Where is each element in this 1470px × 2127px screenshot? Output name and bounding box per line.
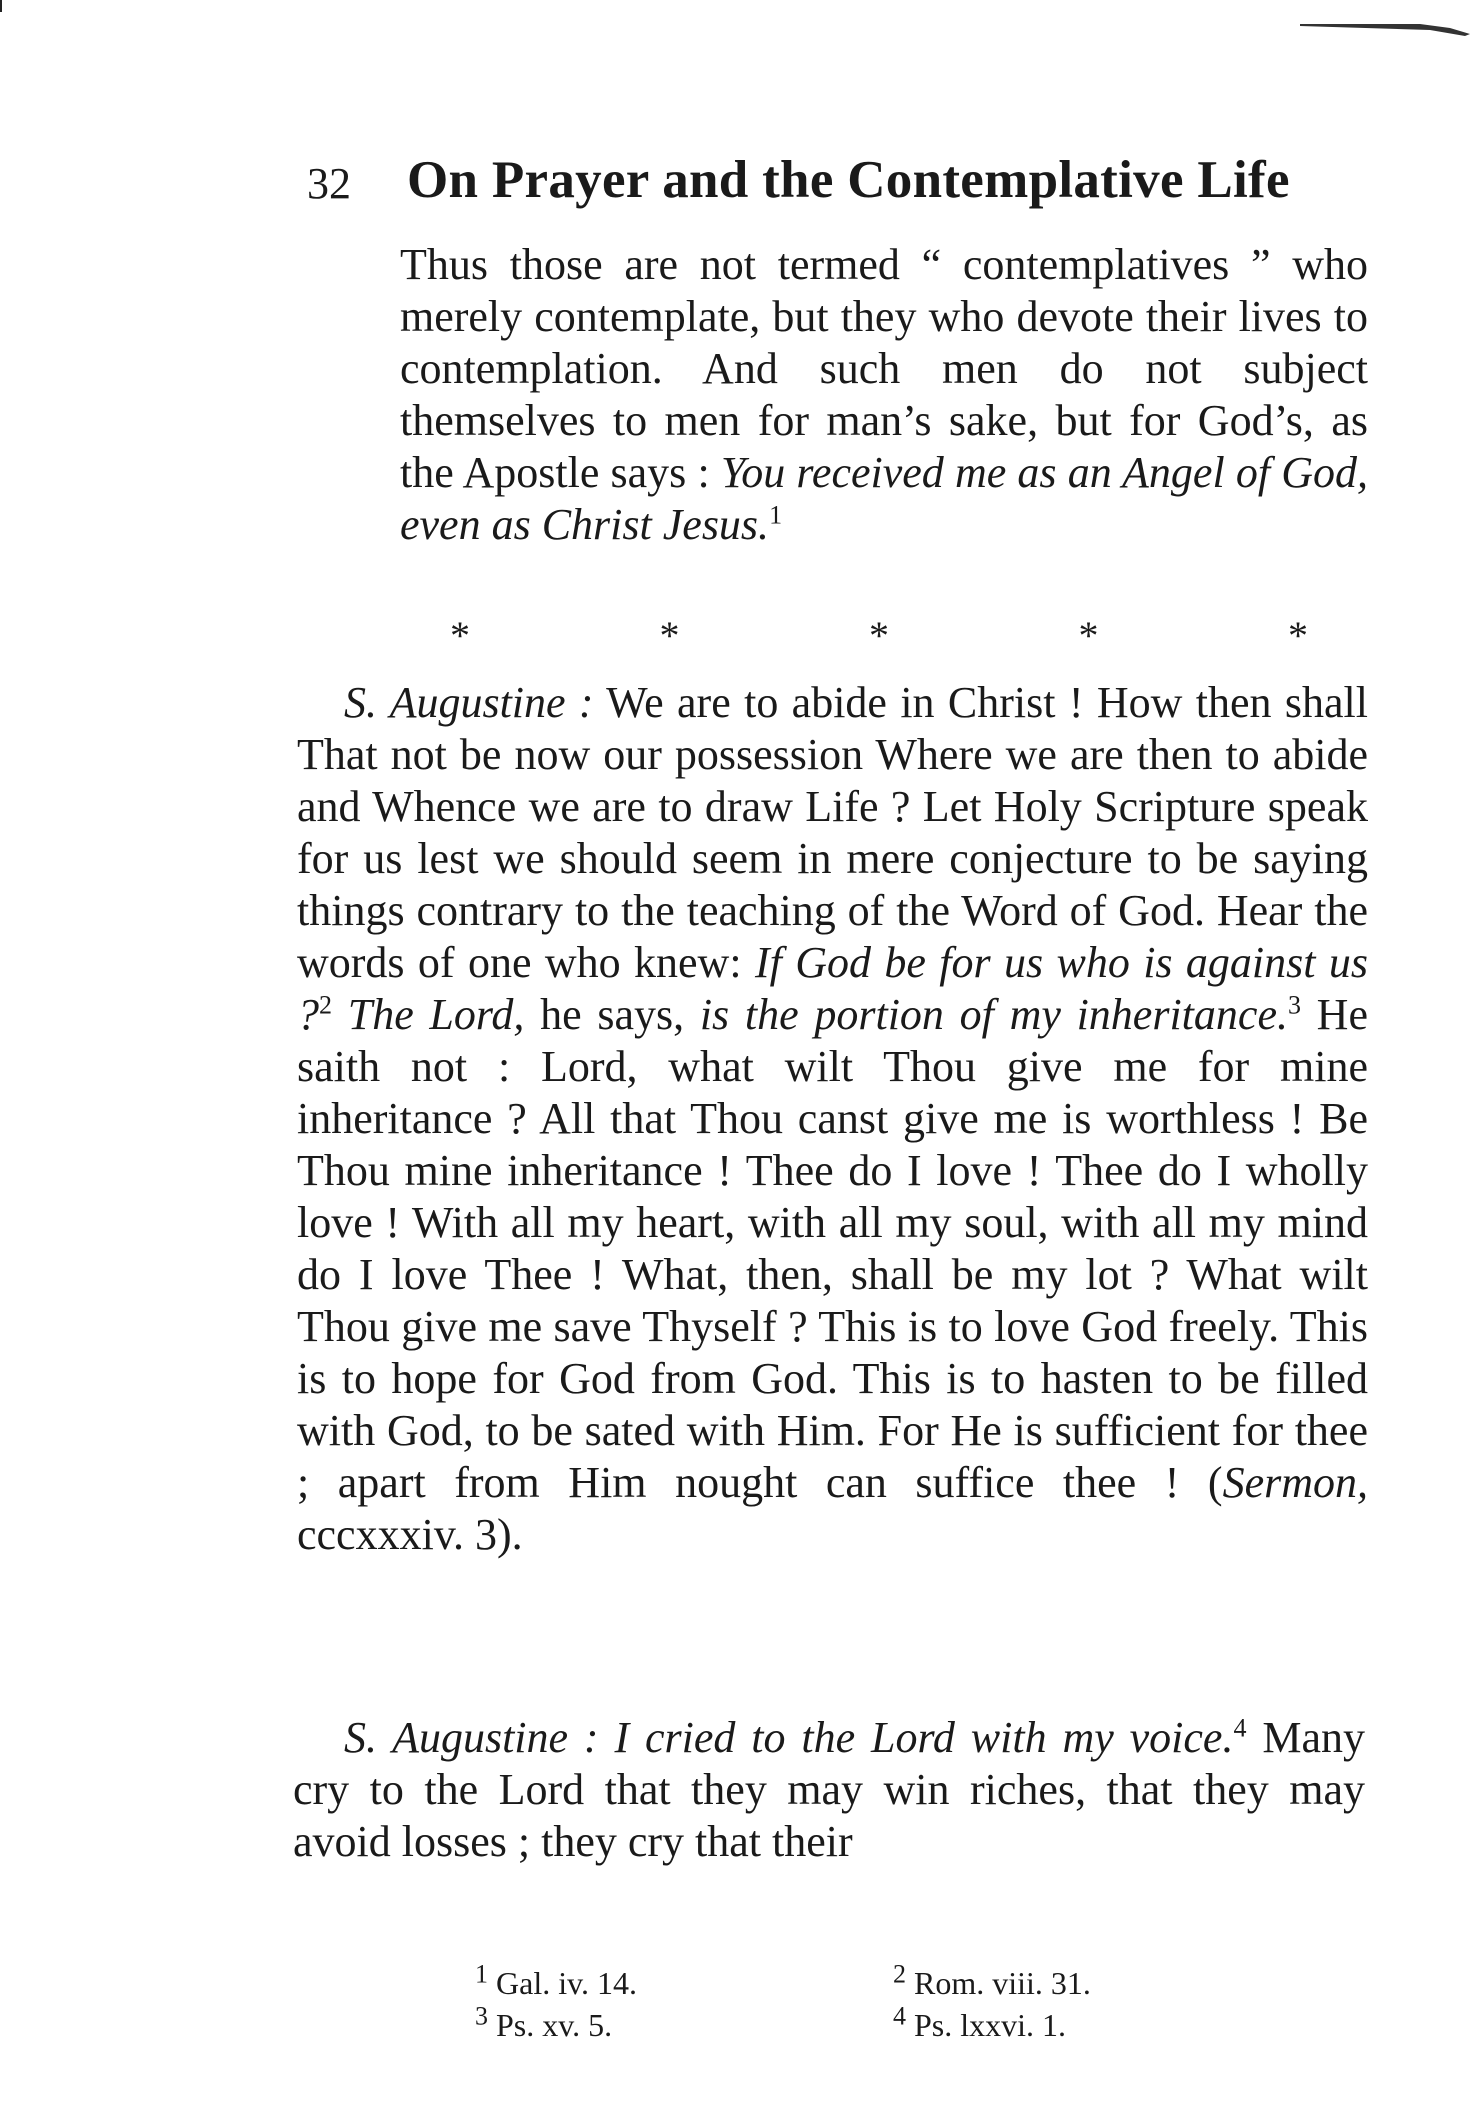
separator-star: * <box>869 613 889 658</box>
footnote-number: 4 <box>893 2001 906 2031</box>
separator-star: * <box>450 613 470 658</box>
footnote-text: Ps. xv. 5. <box>496 2007 613 2043</box>
footnote-ref: 2 <box>319 990 332 1020</box>
paragraph-text: He saith not : Lord, what wilt Thou give me for mine inheritance ? All that Thou canst give me is worthless ! Be Thou mine inheritance ! Thee do I love ! Thee do I wholly love ! With all my heart, with all my soul, with all my mind do I love Thee ! What, then, shall be my lot ? What wilt Thou give me save Thyself ? This is to love God freely. This is to hope for God from God. This is to hasten to be filled with God, to be sated with Him. For He is sufficient for thee ; apart from Him nought can suffice thee ! ( <box>297 990 1368 1507</box>
footnote <box>475 2001 613 2046</box>
scan-smudge-mark <box>1300 22 1470 36</box>
scripture-quote: The Lord, <box>347 990 525 1039</box>
footnote <box>893 2001 1067 2046</box>
footnote <box>475 1959 638 2004</box>
paragraph-text: he says, <box>524 990 700 1039</box>
footnote <box>893 1959 1091 2004</box>
footnote-ref: 4 <box>1233 1713 1247 1743</box>
running-title: On Prayer and the Contemplative Life <box>407 151 1290 209</box>
scripture-quote: If God be for us who is against us ? <box>297 938 1368 1039</box>
footnote-text: Gal. iv. 14. <box>496 1965 638 2001</box>
paragraph-augustine-abide <box>297 677 1368 1561</box>
page-header <box>307 150 1367 220</box>
separator-star: * <box>1288 613 1308 658</box>
separator-star: * <box>1078 613 1099 658</box>
citation-work: Sermon, <box>1222 1458 1368 1507</box>
paragraph-text: We are to abide in Christ ! How then shall That not be now our possession Where we are then to abide and Whence we are to draw Life ? Let Holy Scripture speak for us lest we should seem in mere conjecture to be saying things contrary to the teaching of the Word of God. Hear the words of one who knew: <box>297 678 1368 987</box>
scan-edge-mark <box>0 0 2 12</box>
footnote-ref: 1 <box>769 500 783 530</box>
speaker-name: S. Augustine : <box>344 678 594 727</box>
speaker-name: S. Augustine : <box>344 1713 599 1762</box>
scripture-quote: I cried to the Lord with my voice. <box>598 1713 1234 1762</box>
paragraph-text: Many cry to the Lord that they may win riches, that they may avoid losses ; they cry that their <box>293 1713 1365 1866</box>
paragraph-contemplatives <box>400 239 1368 551</box>
separator-star: * <box>659 613 680 658</box>
paragraph-text: Thus those are not termed “ contemplatives ” who merely contemplate, but they who devote their lives to contemplation. And such men do not subject themselves to men for man’s sake, but for God’s, as the Apostle says : <box>400 240 1368 497</box>
citation-ref: cccxxxiv. 3). <box>297 1510 523 1559</box>
footnote-text: Ps. lxxvi. 1. <box>914 2007 1067 2043</box>
scripture-quote: is the portion of my inheritance. <box>699 990 1288 1039</box>
page-number: 32 <box>307 159 351 208</box>
footnote-number: 3 <box>475 2001 488 2031</box>
footnote-ref: 3 <box>1287 990 1301 1020</box>
scripture-quote: You received me as an Angel of God, even as Christ Jesus. <box>400 448 1369 549</box>
footnote-number: 2 <box>893 1959 906 1989</box>
footnote-text: Rom. viii. 31. <box>914 1965 1091 2001</box>
section-separator <box>400 612 1368 662</box>
paragraph-augustine-cried <box>293 1712 1365 1868</box>
footnote-number: 1 <box>475 1959 488 1989</box>
